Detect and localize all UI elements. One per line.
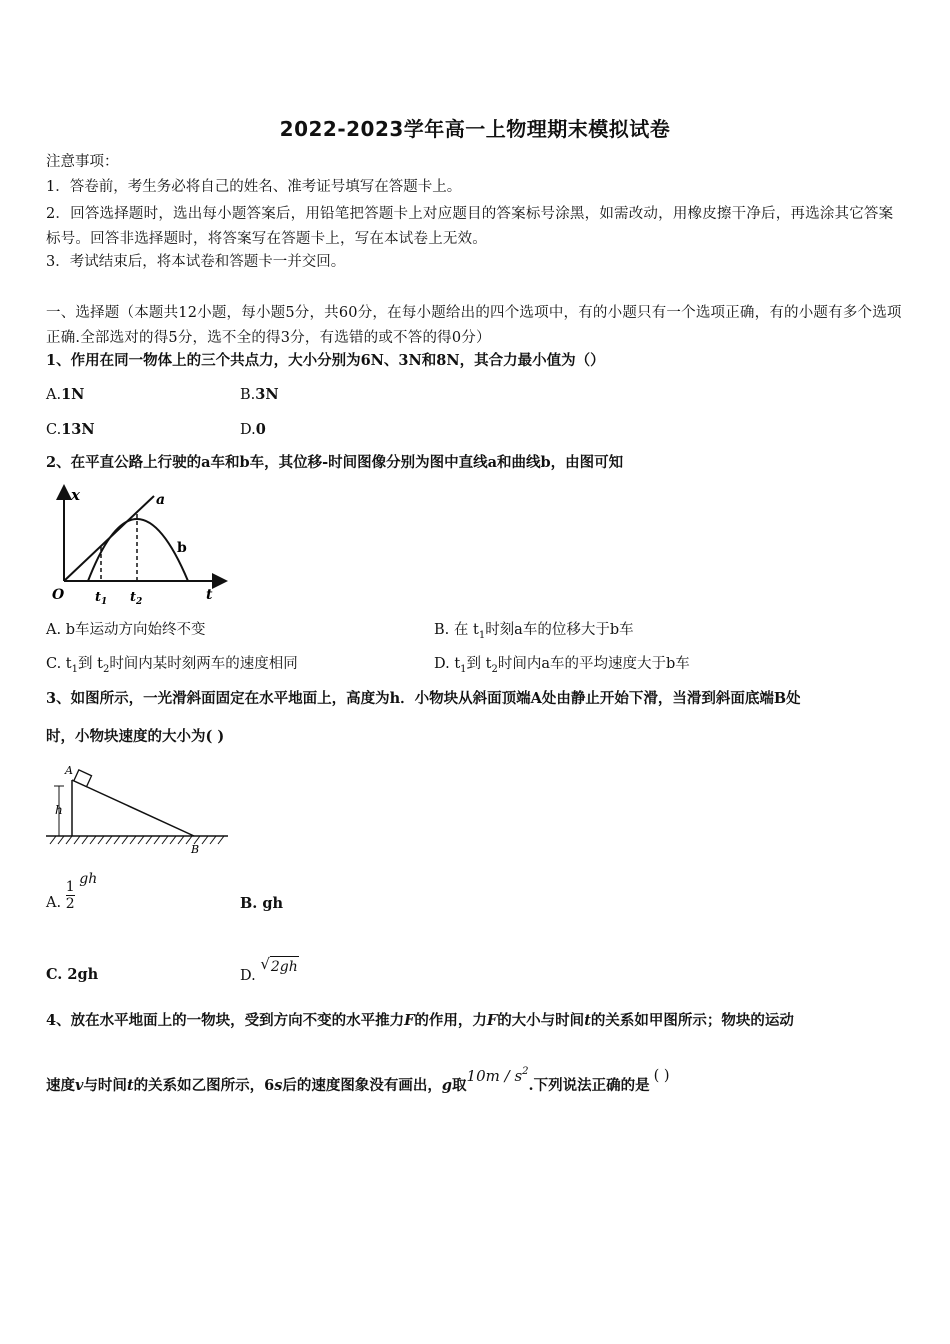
q1-stem: 1、作用在同一物体上的三个共点力，大小分别为6N、3N和8N，其合力最小值为（）	[46, 352, 605, 369]
q2-label-a: a	[156, 492, 166, 508]
notice-item-2: 2．回答选择题时，选出每小题答案后，用铅笔把答题卡上对应题目的答案标号涂黑，如需改动，用橡皮擦干净后，再选涂其它答案标号。回答非选择题时，将答案写在答题卡上，写在本试卷上无效。	[46, 206, 894, 247]
q1-option-c[interactable]: C.13N	[46, 421, 95, 438]
page-title: 2022-2023学年高一上物理期末模拟试卷	[279, 117, 671, 141]
q2-label-b: b	[177, 540, 187, 556]
q3-fraction-half: $\frac{1}{2}$	[65, 879, 75, 912]
q1-option-b[interactable]: B.3N	[240, 386, 279, 403]
notice-item-1: 1．答卷前，考生务必将自己的姓名、准考证号填写在答题卡上。	[46, 179, 462, 195]
q2-label-t2: $t_2$	[130, 590, 143, 607]
q3-option-d[interactable]: D. √2gh	[240, 955, 298, 984]
q2-label-t1: $t_1$	[95, 590, 108, 607]
section-heading: 一、选择题（本题共12小题，每小题5分，共60分，在每小题给出的四个选项中，有的小题只有一个选项正确，有的小题有多个选项正确.全部选对的得5分，选不全的得3分，有选错的或不答的得0分）	[46, 305, 902, 346]
q2-option-c[interactable]: C. $t_1$到 $t_2$时间内某时刻两车的速度相同	[46, 656, 298, 675]
q2-stem: 2、在平直公路上行驶的a车和b车，其位移-时间图像分别为图中直线a和曲线b，由图可知	[46, 454, 624, 471]
q2-label-x: x	[71, 486, 80, 504]
notice-heading: 注意事项：	[46, 154, 119, 170]
q2-xt-graph	[46, 482, 236, 607]
q3-option-c[interactable]: C. 2gh	[46, 966, 99, 983]
q2-label-o: O	[52, 587, 65, 603]
q2-option-a[interactable]: A. b车运动方向始终不变	[46, 622, 206, 638]
q4-stem-line2: 速度v与时间t的关系如乙图所示，6s后的速度图象没有画出，g取$10m / s^2$.下列说法正确的是( )	[46, 1066, 670, 1094]
q3-incline-figure	[44, 760, 234, 858]
q3-stem-line2: 时，小物块速度的大小为( )	[46, 728, 225, 745]
q3-option-a[interactable]: A. $\frac{1}{2}$ gh	[46, 871, 98, 912]
q3-label-h: h	[55, 803, 63, 817]
q2-option-b[interactable]: B. 在 $t_1$时刻a车的位移大于b车	[434, 622, 634, 641]
q3-incline-slope	[72, 780, 194, 836]
q3-label-b: B	[191, 843, 200, 856]
q2-option-d[interactable]: D. $t_1$到 $t_2$时间内a车的平均速度大于b车	[434, 656, 690, 675]
q1-option-a[interactable]: A.1N	[46, 386, 85, 403]
q3-option-b[interactable]: B. gh	[240, 895, 284, 912]
q1-option-d[interactable]: D.0	[240, 421, 266, 438]
q2-label-t: t	[206, 587, 213, 603]
notice-item-3: 3．考试结束后，将本试卷和答题卡一并交回。	[46, 254, 346, 270]
q3-stem-line1: 3、如图所示，一光滑斜面固定在水平地面上，高度为h．小物块从斜面顶端A处由静止开始下滑，当滑到斜面底端B处	[46, 690, 801, 707]
q2-curve-b	[88, 519, 188, 581]
q4-stem-line1: 4、放在水平地面上的一物块，受到方向不变的水平推力F的作用，力F的大小与时间t的关系如甲图所示；物块的运动	[46, 1012, 794, 1029]
q3-label-a: A	[65, 764, 73, 777]
sqrt-icon: √	[260, 955, 270, 973]
q3-block	[74, 770, 92, 787]
